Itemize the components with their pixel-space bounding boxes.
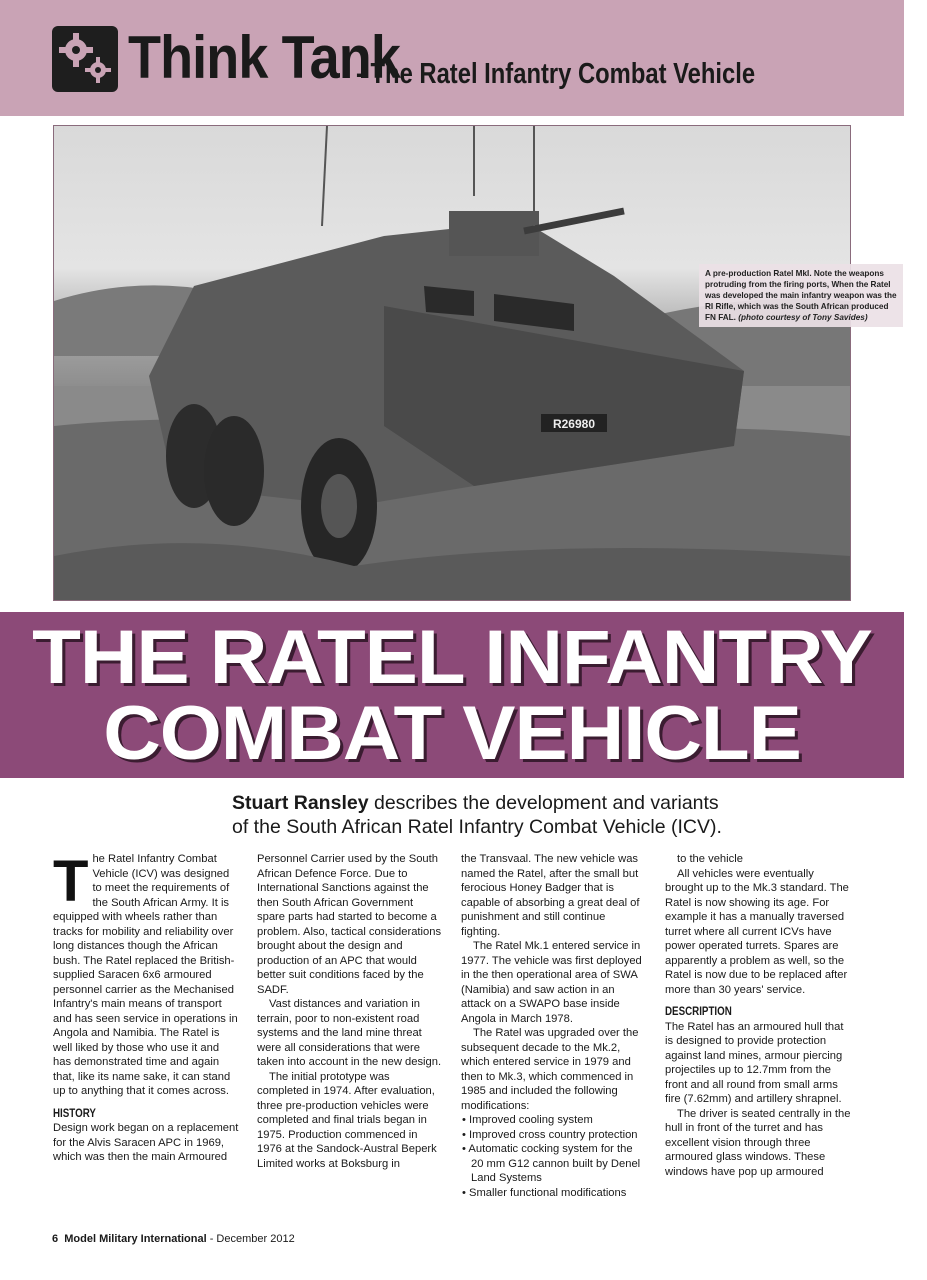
- caption-text: A pre-production Ratel MkI. Note the weapons protruding from the firing ports, When the Ratel was developed the main infantry weapon was the RI Rifle, which was the South African produced FN FAL.: [705, 269, 897, 322]
- list-item: • Improved cross country protection: [462, 1128, 638, 1141]
- col1-paragraph-2: Design work began on a replacement for the Alvis Saracen APC in 1969, which was then the main Armoured: [53, 1122, 239, 1163]
- col4-paragraph-3: The Ratel has an armoured hull that is designed to provide protection against land mines, armour piercing projectiles up to 12.7mm from the front and all round from small arms fire (7.62mm) and artillery shrapnel.: [665, 1020, 844, 1105]
- text-column-3: [461, 852, 647, 1200]
- col3-paragraph-1: the Transvaal. The new vehicle was named the Ratel, after the small but ferocious Honey Badger that is capable of absorbing a great deal of punishment and still continue fighting.: [461, 853, 640, 938]
- list-item: • Automatic cocking system for the 20 mm G12 cannon built by Denel Land Systems: [462, 1143, 641, 1184]
- gear-logo-icon: [52, 26, 118, 92]
- list-item: • Smaller functional modifications: [462, 1186, 627, 1199]
- header-band: [0, 0, 904, 116]
- standfirst-text2: of the South African Ratel Infantry Combat Vehicle (ICV).: [232, 816, 722, 838]
- col3-paragraph-3: The Ratel was upgraded over the subsequent decade to the Mk.2, which entered service in 1979 and then to Mk.3, which commenced in 1985 and included the following modifications:: [461, 1027, 639, 1112]
- col1-paragraph-1: he Ratel Infantry Combat Vehicle (ICV) was designed to meet the requirements of the South African Army. It is equipped with wheels rather than tracks for mobility and reliability over long distances though the African bush. The Ratel replaced the British-supplied Saracen 6x6 armoured personnel carrier as the Mechanised Infantry's main means of transport and has seen service in operations in Angola and Namibia. The Ratel is well liked by those who use it and has demonstrated time and again that, like its name sake, it can stand up to anything that it comes across.: [53, 853, 238, 1097]
- col2-paragraph-3: The initial prototype was completed in 1974. After evaluation, three pre-production vehicles were completed and final trials began in 1975. Production commenced in 1976 at the Sandock-Austral Beperk Limited works at Boksburg in: [257, 1070, 437, 1170]
- text-column-2: [257, 852, 443, 1171]
- description-heading: DESCRIPTION: [665, 1006, 732, 1018]
- drop-cap: T: [53, 849, 89, 914]
- caption-credit: (photo courtesy of Tony Savides): [738, 313, 868, 322]
- history-heading: HISTORY: [53, 1107, 96, 1120]
- article-title: [0, 612, 904, 776]
- page-number: 6: [52, 1233, 59, 1245]
- text-column-1: [53, 849, 239, 1165]
- col4-paragraph-1: to the vehicle: [677, 853, 743, 865]
- standfirst: [232, 791, 852, 839]
- section-title: Think Tank: [128, 24, 401, 91]
- col3-paragraph-2: The Ratel Mk.1 entered service in 1977. The vehicle was first deployed in the then operational area of SWA (Namibia) and saw action in an attack on a SWAPO base inside Angola in March 1978.: [461, 940, 642, 1025]
- author-name: Stuart Ransley: [232, 792, 369, 814]
- modifications-list: [461, 1113, 647, 1200]
- article-title-line2: COMBAT VEHICLE: [103, 691, 801, 776]
- issue-date: - December 2012: [206, 1233, 295, 1245]
- col2-paragraph-1: Personnel Carrier used by the South African Defence Force. Due to International Sanctions against the then South African Government spare parts had started to become a problem. Also, tactical considerations brought about the design and production of an APC that would better suit conditions faced by the SADF.: [257, 853, 442, 996]
- section-subtitle: - The Ratel Infantry Combat Vehicle: [356, 58, 756, 90]
- number-plate: R26980: [552, 417, 596, 431]
- page-footer: [52, 1233, 295, 1245]
- standfirst-text1: describes the development and variants: [368, 792, 719, 814]
- list-item: • Improved cooling system: [462, 1114, 593, 1126]
- article-title-line1: THE RATEL INFANTRY: [32, 615, 872, 700]
- vehicle-illustration: [54, 126, 850, 600]
- magazine-name: Model Military International: [64, 1233, 207, 1245]
- ratel-vehicle-photo: [53, 125, 897, 601]
- col4-paragraph-4: The driver is seated centrally in the hull in front of the turret and has excellent vision through three armoured glass windows. These windows have pop up armoured: [665, 1107, 851, 1178]
- col4-paragraph-2: All vehicles were eventually brought up to the Mk.3 standard. The Ratel is now showing its age. For example it has a manually traversed turret where all current ICVs have power operated turrets. Spares are apparently a problem as well, so the Ratel is now due to be replaced after more than 30 years' service.: [665, 867, 849, 996]
- col2-paragraph-2: Vast distances and variation in terrain, poor to non-existent road systems and the land mine threat were all considerations that were taken into account in the new design.: [257, 998, 442, 1068]
- photo-caption: [699, 264, 903, 327]
- text-column-4: [665, 852, 851, 1179]
